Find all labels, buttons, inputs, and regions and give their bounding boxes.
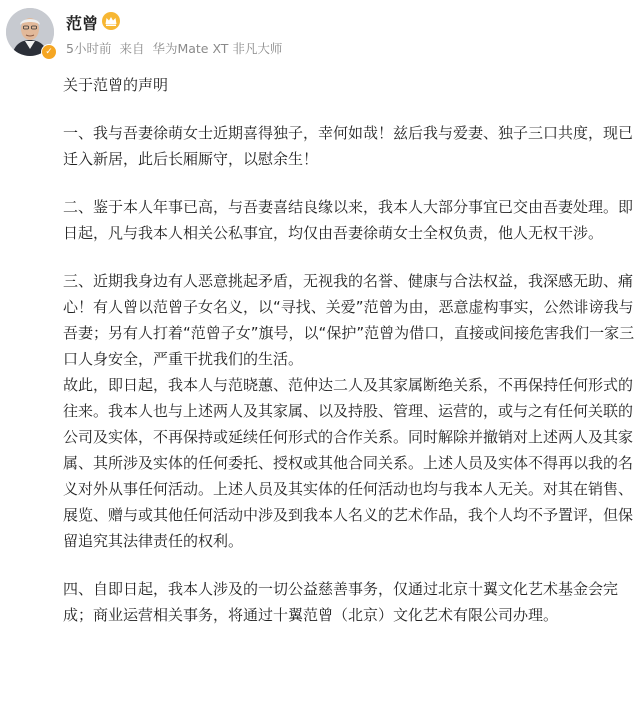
statement-paragraph: 二、鉴于本人年事已高，与吾妻喜结良缘以来，我本人大部分事宜已交由吾妻处理。即日起，凡与我本人相关公私事宜，均仅由吾妻徐萌女士全权负责，他人无权干涉。 — [63, 198, 634, 242]
statement-paragraph: 一、我与吾妻徐萌女士近期喜得独子，幸何如哉！兹后我与爱妻、独子三口共度，现已迁入新居，此后长厢厮守，以慰余生！ — [63, 124, 634, 168]
post-body — [63, 72, 635, 628]
post-meta — [66, 39, 286, 57]
author-name[interactable]: 范曾 — [66, 14, 99, 33]
verified-icon: ✓ — [41, 44, 57, 60]
statement-paragraph: 三、近期我身边有人恶意挑起矛盾，无视我的名誉、健康与合法权益，我深感无助、痛心！有人曾以范曾子女名义，以“寻找、关爱”范曾为由，恶意虚构事实，公然诽谤我与吾妻；另有人打着“范曾子女”旗号，以“保护”范曾为借口，直接或间接危害我们一家三口人身安全，严重干扰我们的生活。 — [63, 272, 635, 368]
post-device[interactable]: 华为Mate XT 非凡大师 — [152, 41, 283, 56]
statement-title: 关于范曾的声明 — [63, 76, 169, 94]
source-prefix: 来自 — [119, 41, 145, 56]
vip-crown-icon — [101, 11, 121, 31]
statement-paragraph: 故此，即日起，我本人与范晓蕙、范仲达二人及其家属断绝关系，不再保持任何形式的往来。我本人也与上述两人及其家属、以及持股、管理、运营的，或与之有任何关联的公司及实体，不再保持或延续任何形式的合作关系。同时解除并撤销对上述两人及其家属、其所涉及实体的任何委托、授权或其他合同关系。上述人员及实体不得再以我的名义对外从事任何活动。上述人员及其实体的任何活动也均与我本人无关。对其在销售、展览、赠与或其他任何活动中涉及到我本人名义的艺术作品，我个人均不予置评，但保留追究其法律责任的权利。 — [63, 376, 634, 550]
post-time[interactable]: 5小时前 — [66, 41, 112, 56]
statement-paragraph: 四、自即日起，我本人涉及的一切公益慈善事务，仅通过北京十翼文化艺术基金会完成；商业运营相关事务，将通过十翼范曾（北京）文化艺术有限公司办理。 — [63, 580, 619, 624]
post-header — [0, 0, 640, 62]
